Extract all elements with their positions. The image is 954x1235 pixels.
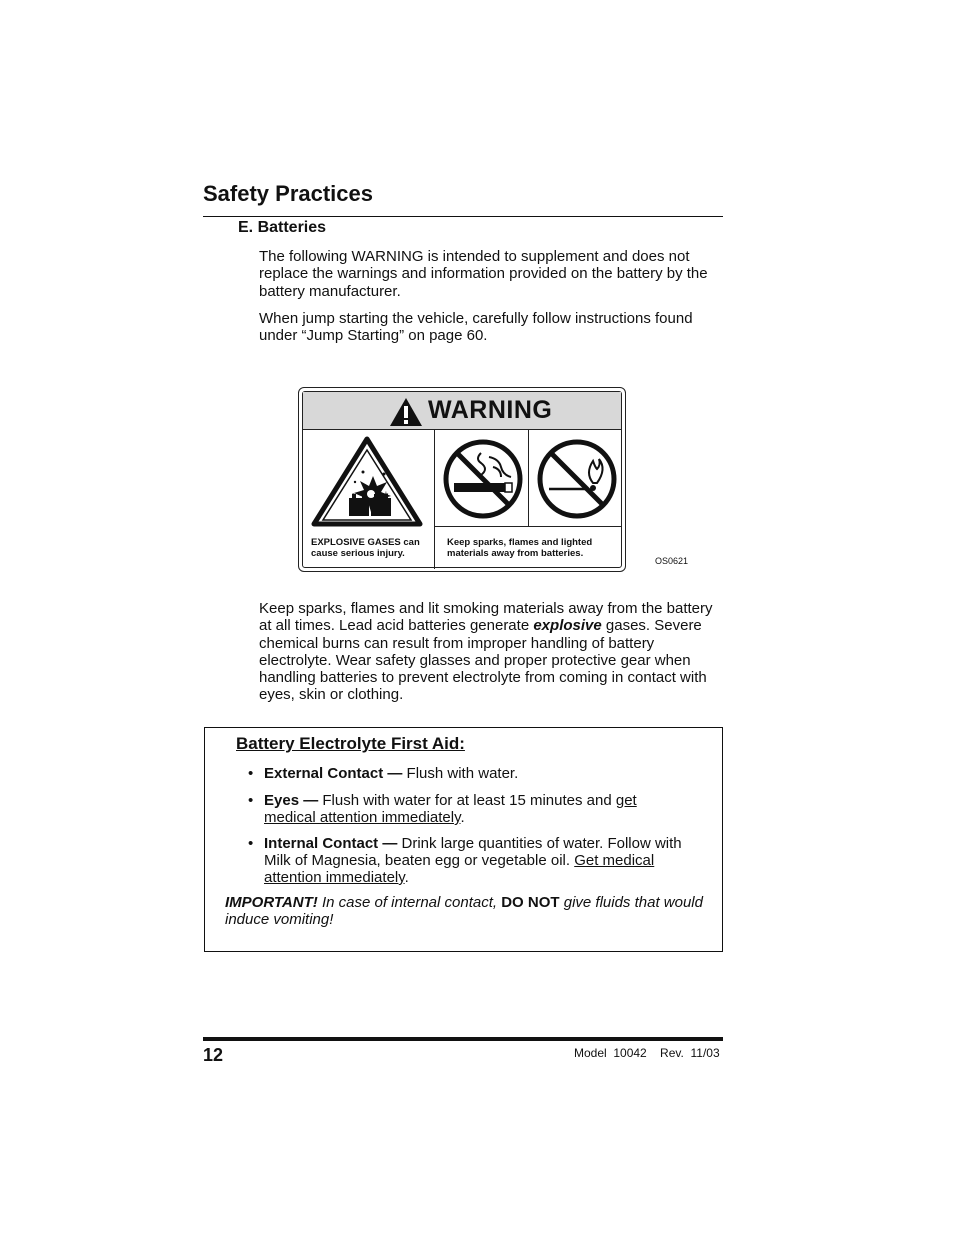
item-label: External Contact — [264, 765, 403, 782]
explosion-hazard-icon [311, 436, 423, 528]
section-title: Safety Practices [203, 181, 373, 206]
first-aid-item-external [264, 765, 704, 782]
intro-paragraph-1: The following WARNING is intended to supplement and does not replace the warnings and information provided on the battery by the battery manufacturer. [259, 248, 708, 300]
item-text: . [404, 869, 409, 886]
important-label: IMPORTANT! [225, 894, 318, 911]
footer-divider [203, 1037, 723, 1041]
text-span: gases. Severe chemical burns can result from improper handling of battery electrolyte. Wear safety glasses and proper protective gear when handling batteries to prevent electrolyte from coming in contact with eyes, skin or clothing. [259, 617, 707, 704]
page-number: 12 [203, 1045, 224, 1065]
panel-divider [434, 526, 621, 527]
important-note [225, 894, 705, 928]
title-divider [203, 216, 723, 217]
battery-hazard-paragraph [259, 600, 725, 704]
first-aid-item-internal [264, 835, 684, 886]
warning-signal-word: WARNING [428, 396, 553, 424]
model-revision: Model 10042 Rev. 11/03 [574, 1046, 720, 1060]
important-text: In case of internal contact, [317, 894, 502, 911]
caption-line: EXPLOSIVE GASES can [311, 537, 420, 548]
caption-line: materials away from batteries. [447, 548, 584, 559]
image-code: OS0621 [655, 556, 689, 566]
item-text: . [460, 809, 465, 826]
panel-divider [434, 430, 435, 569]
item-label: Internal Contact — [264, 835, 398, 852]
no-open-flame-icon [535, 437, 619, 521]
bullet-icon: • [248, 792, 254, 809]
warning-caption-right [447, 537, 592, 559]
important-text: give fluids that would induce vomiting! [225, 894, 703, 928]
text-span: Keep sparks, flames and lit smoking materials away from the battery at all times. Lead acid batteries generate [259, 600, 713, 635]
item-text: Flush with water. [402, 765, 519, 782]
important-emphasis: DO NOT [501, 894, 560, 911]
svg-text:+: + [383, 490, 389, 498]
first-aid-title: Battery Electrolyte First Aid: [236, 734, 465, 753]
caption-line: Keep sparks, flames and lighted [447, 537, 593, 548]
subsection-heading: E. Batteries [238, 219, 327, 236]
warning-label [298, 387, 626, 572]
warning-triangle-icon [389, 397, 423, 427]
item-text: Flush with water for at least 15 minutes and [318, 792, 616, 809]
warning-header [303, 392, 621, 430]
svg-text:-: - [352, 490, 355, 498]
item-emphasis: get medical attention immediately [264, 792, 637, 826]
panel-divider [528, 430, 529, 526]
bullet-icon: • [248, 765, 254, 782]
bullet-icon: • [248, 835, 254, 852]
caption-line: cause serious injury. [311, 548, 405, 559]
item-emphasis: Get medical attention immediately [264, 852, 655, 886]
first-aid-item-eyes [264, 792, 644, 826]
intro-paragraph-2: When jump starting the vehicle, carefully follow instructions found under “Jump Starting” on page 60. [259, 310, 693, 345]
warning-caption-left [311, 537, 420, 559]
first-aid-box [204, 727, 723, 952]
no-smoking-icon [441, 437, 525, 521]
item-text: Drink large quantities of water. Follow with Milk of Magnesia, beaten egg or vegetable oil. [264, 835, 682, 869]
emphasis-text: explosive [533, 617, 602, 635]
item-label: Eyes — [264, 792, 319, 809]
